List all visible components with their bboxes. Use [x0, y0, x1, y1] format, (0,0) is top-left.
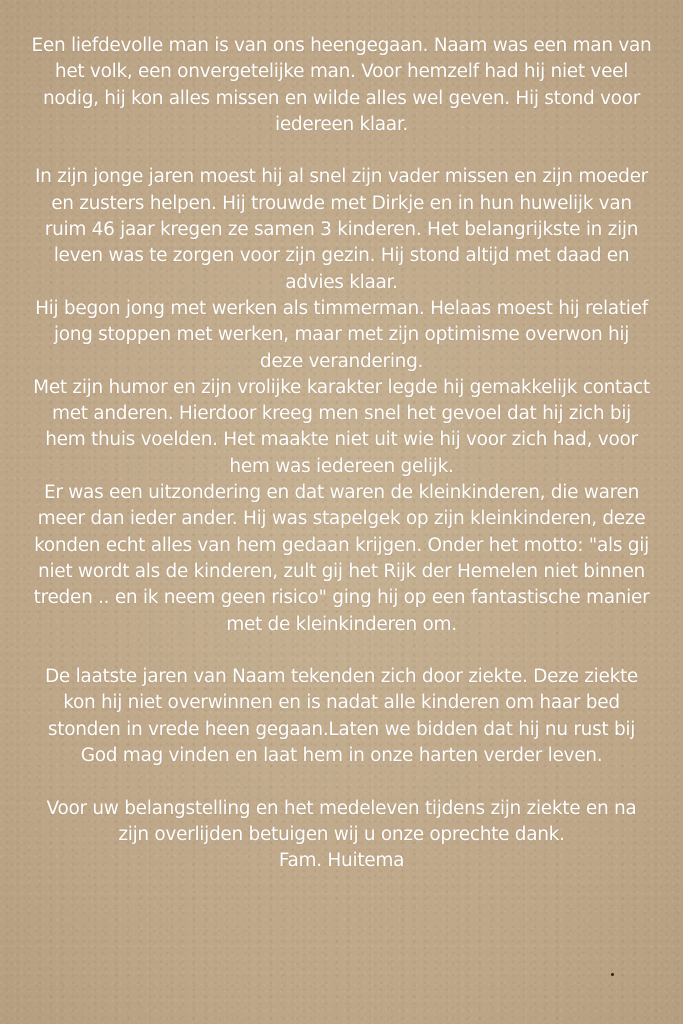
- memorial-text: [30, 33, 653, 875]
- paragraph-thanks: Voor uw belangstelling en het medeleven tijdens zijn ziekte en na zijn overlijden betuigen wij u onze oprechte dank.: [46, 797, 637, 845]
- paragraph-spacer: [30, 138, 653, 164]
- paragraph-youth: In zijn jonge jaren moest hij al snel zijn vader missen en zijn moeder en zusters helpen. Hij trouwde met Dirkje en in hun huwelijk van ruim 46 jaar kregen ze samen 3 kinderen. Het belangrijkste in zijn leven was te zorgen voor zijn gezin. Hij stond altijd met daad en advies klaar.: [35, 166, 648, 293]
- paper-speck: [611, 973, 614, 976]
- paragraph-grandchildren: Er was een uitzondering en dat waren de kleinkinderen, die waren meer dan ieder ander. Hij was stapelgek op zijn kleinkinderen, deze konden echt alles van hem gedaan krijgen. Onder het motto: "als gij niet wordt als de kinderen, zult gij het Rijk der Hemelen niet binnen treden .. en ik neem geen risico" ging hij op een fantastische manier met de kleinkinderen om.: [33, 482, 650, 635]
- signature: Fam. Huitema: [278, 850, 405, 872]
- paragraph-illness: De laatste jaren van Naam tekenden zich door ziekte. Deze ziekte kon hij niet overwinnen en is nadat alle kinderen om haar bed stonden in vrede heen gegaan.Laten we bidden dat hij nu rust bij God mag vinden en laat hem in onze harten verder leven.: [44, 666, 639, 767]
- paragraph-spacer: [30, 638, 653, 664]
- paragraph-spacer: [30, 769, 653, 795]
- paragraph-work: Hij begon jong met werken als timmerman. Helaas moest hij relatief jong stoppen met werken, maar met zijn optimisme overwon hij deze verandering.: [35, 297, 648, 372]
- paragraph-intro: Een liefdevolle man is van ons heengegaan. Naam was een man van het volk, een onvergetelijke man. Voor hemzelf had hij niet veel nodig, hij kon alles missen en wilde alles wel geven. Hij stond voor iedereen klaar.: [31, 35, 652, 135]
- paragraph-character: Met zijn humor en zijn vrolijke karakter legde hij gemakkelijk contact met anderen. Hierdoor kreeg men snel het gevoel dat hij zich bij hem thuis voelden. Het maakte niet uit wie hij voor zich had, voor hem was iedereen gelijk.: [33, 376, 650, 477]
